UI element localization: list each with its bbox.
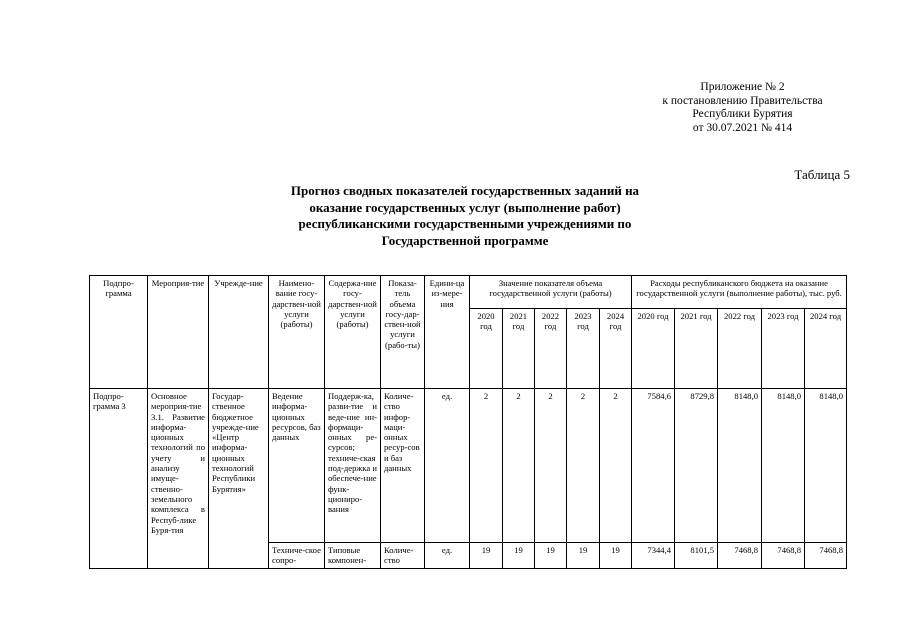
title-line: Прогноз сводных показателей государственных заданий на (290, 183, 640, 198)
table-label: Таблица 5 (794, 167, 850, 182)
cell-expense: 7344,4 (632, 543, 675, 569)
cell-expense: 8148,0 (805, 389, 847, 543)
cell-expense: 8729,8 (675, 389, 718, 543)
cell-expense: 7584,6 (632, 389, 675, 543)
appendix-line: к постановлению Правительства (662, 94, 823, 107)
header-expense-group: Расходы республиканского бюджета на оказание государственной услуги (выполнение работы), тыс. руб. (632, 276, 847, 309)
header-expense-year: 2021 год (675, 309, 718, 389)
header-subprogram: Подпро-грамма (90, 276, 148, 389)
header-measure: Мероприя-тие (148, 276, 209, 389)
header-value-year: 2023 год (567, 309, 600, 389)
header-expense-year: 2020 год (632, 309, 675, 389)
cell-value: 2 (470, 389, 503, 543)
forecast-table (89, 275, 847, 569)
title-line: республиканскими государственными учреждениями по (298, 216, 632, 231)
table-row (90, 389, 847, 543)
header-value-year: 2020 год (470, 309, 503, 389)
cell-value: 2 (503, 389, 535, 543)
cell-service: Техниче-ское сопро- (269, 543, 325, 569)
header-expense-year: 2023 год (762, 309, 805, 389)
header-indicator: Показа-тель объема госу-дар-ствен-ной услуги (рабо-ты) (381, 276, 425, 389)
cell-value: 19 (503, 543, 535, 569)
header-institution: Учрежде-ние (209, 276, 269, 389)
cell-value: 2 (600, 389, 632, 543)
header-value-year: 2022 год (535, 309, 567, 389)
header-service-name: Наимено-вание госу-дарствен-ной услуги (работы) (269, 276, 325, 389)
cell-unit: ед. (425, 543, 470, 569)
cell-expense: 7468,8 (805, 543, 847, 569)
cell-content: Поддерж-ка, разви-тие и веде-ние ин-формаци-онных ре-сурсов; техниче-ская под-держка и обеспече-ние функ-циониро-вания (325, 389, 381, 543)
cell-value: 19 (600, 543, 632, 569)
appendix-line: Республики Бурятия (692, 108, 793, 120)
appendix-line: Приложение № 2 (700, 81, 785, 93)
cell-expense: 8148,0 (762, 389, 805, 543)
cell-indicator: Количе-ство инфор-маци-онных ресур-сов и баз данных (381, 389, 425, 543)
cell-value: 19 (470, 543, 503, 569)
header-row (90, 276, 847, 309)
cell-value: 2 (567, 389, 600, 543)
title-line: Государственной программе (381, 232, 549, 248)
cell-service: Ведение информа-ционных ресурсов, баз данных (269, 389, 325, 543)
cell-expense: 7468,8 (718, 543, 762, 569)
cell-value: 19 (535, 543, 567, 569)
document-title (240, 183, 690, 249)
cell-value: 2 (535, 389, 567, 543)
title-line: оказание государственных услуг (выполнение работ) (309, 199, 621, 215)
cell-expense: 8101,5 (675, 543, 718, 569)
cell-institution: Государ-ственное бюджетное учрежде-ние «Центр информа-ционных технологий Республики Бурятия» (209, 389, 269, 569)
cell-subprogram: Подпро-грамма 3 (90, 389, 148, 569)
header-content: Содержа-ние госу-дарствен-ной услуги (работы) (325, 276, 381, 389)
appendix-block (640, 81, 845, 135)
appendix-line: от 30.07.2021 № 414 (692, 121, 793, 134)
cell-expense: 7468,8 (762, 543, 805, 569)
cell-content: Типовые компонен- (325, 543, 381, 569)
header-value-group: Значение показателя объема государственной услуги (работы) (470, 276, 632, 309)
header-expense-year: 2022 год (718, 309, 762, 389)
header-unit: Едини-ца из-мере-ния (425, 276, 470, 389)
cell-value: 19 (567, 543, 600, 569)
cell-indicator: Количе-ство (381, 543, 425, 569)
header-expense-year: 2024 год (805, 309, 847, 389)
cell-unit: ед. (425, 389, 470, 543)
header-value-year: 2021 год (503, 309, 535, 389)
cell-expense: 8148,0 (718, 389, 762, 543)
cell-measure: Основное мероприя-тие 3.1. Развитие информа-ционных технологий по учету и анализу имуще-ственно-земельного комплекса в Респуб-лике Буря-тия (148, 389, 209, 569)
header-value-year: 2024 год (600, 309, 632, 389)
